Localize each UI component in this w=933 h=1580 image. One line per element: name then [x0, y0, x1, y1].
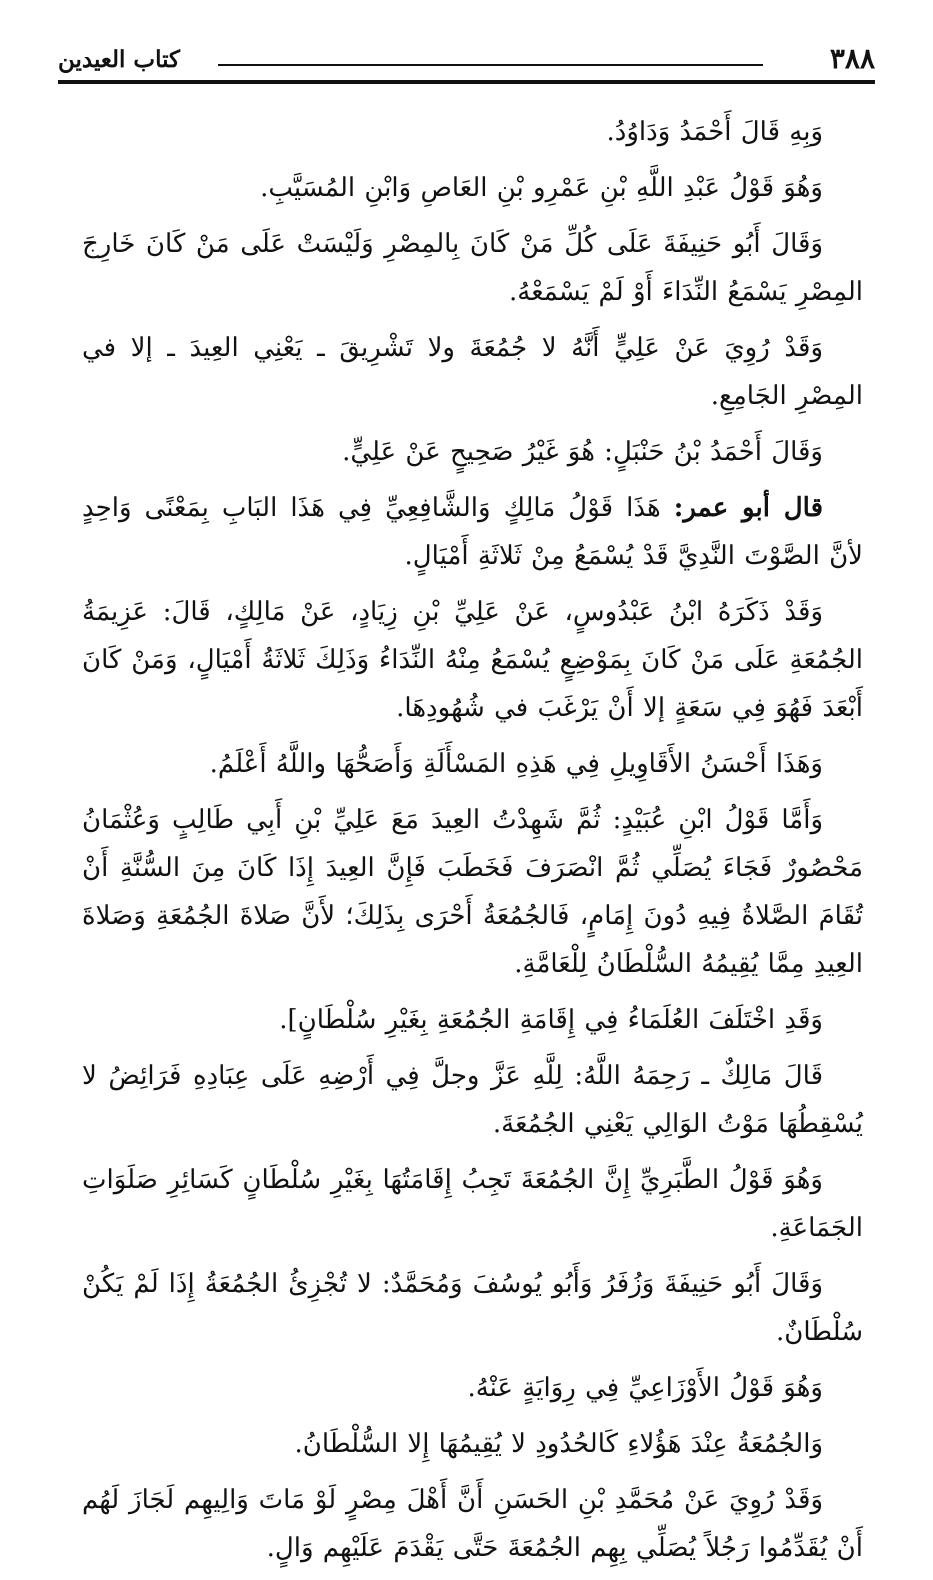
paragraph-16: وَقَدْ رُوِيَ عَنْ مُحَمَّدِ بْنِ الحَسَنِ أَنَّ أَهْلَ مِصْرٍ لَوْ مَاتَ وَالِيهِم لَجَازَ لَهُم أَنْ يُقَدِّمُوا رَجُلاً يُصَلِّي بِهِم الجُمُعَةَ حَتَّى يَقْدَمَ عَلَيْهِم وَالٍ. [82, 1485, 863, 1563]
paragraph-10: وَقَدِ اخْتَلَفَ العُلَمَاءُ فِي إِقَامَةِ الجُمُعَةِ بِغَيْرِ سُلْطَانٍ]. [279, 1005, 823, 1035]
paragraph-14: وَهُوَ قَوْلُ الأَوْزَاعِيِّ فِي رِوَايَةٍ عَنْهُ. [467, 1373, 823, 1403]
paragraph-2: وَهُوَ قَوْلُ عَبْدِ اللَّهِ بْنِ عَمْرِو بْنِ العَاصِ وَابْنِ المُسَيَّبِ. [260, 173, 823, 203]
page-number: ٣٨٨ [829, 42, 875, 75]
paragraph-4: وَقَدْ رُوِيَ عَنْ عَلِيٍّ أَنَّهُ لا جُمُعَةَ ولا تَشْرِيقَ ـ يَعْنِي العِيدَ ـ إلا في المِصْرِ الجَامِعِ. [82, 333, 863, 411]
paragraph-8: وَهَذَا أَحْسَنُ الأَقَاوِيلِ فِي هَذِهِ المَسْأَلَةِ وَأَصَحُّهَا واللَّهُ أَعْلَمُ. [209, 749, 823, 779]
paragraph-9: وَأَمَّا قَوْلُ ابْنِ عُبَيْدٍ: ثُمَّ شَهِدْتُ العِيدَ مَعَ عَلِيِّ بْنِ أَبِي طَالِبٍ وَعُثْمَانُ مَحْصُورٌ فَجَاءَ يُصَلِّي ثُمَّ انْصَرَفَ فَخَطَبَ فَإِنَّ العِيدَ إِذَا كَانَ مِنَ السُّنَّةِ أَنْ تُقَامَ الصَّلاةُ فِيهِ دُونَ إِمَامٍ، فَالجُمُعَةُ أَحْرَى بِذَلِكَ؛ لأَنَّ صَلاةَ الجُمُعَةِ وَصَلاةَ العِيدِ مِمَّا يُقِيمُهُ السُّلْطَانُ لِلْعَامَّةِ. [82, 805, 863, 979]
paragraph-15: وَالجُمُعَةُ عِنْدَ هَؤُلاءِ كَالحُدُودِ لا يُقِيمُهَا إِلا السُّلْطَانُ. [294, 1429, 823, 1459]
speaker-label: قال أبو عمر: [673, 493, 824, 523]
book-title: كتاب العيدين [58, 46, 180, 73]
paragraph-6: قال أبو عمر: هَذَا قَوْلُ مَالِكٍ وَالشَّافِعِيِّ فِي هَذَا البَابِ بِمَعْنًى وَاحِدٍ لأنَّ الصَّوْتَ النَّدِيَّ قَدْ يُسْمَعُ مِنْ ثَلاثَةِ أَمْيَالٍ. [82, 493, 863, 571]
running-header [58, 44, 875, 80]
paragraph-7: وَقَدْ ذَكَرَهُ ابْنُ عَبْدُوسٍ، عَنْ عَلِيِّ بْنِ زِيَادٍ، عَنْ مَالِكٍ، قَالَ: عَزِيمَةُ الجُمُعَةِ عَلَى مَنْ كَانَ بِمَوْضِعٍ يُسْمَعُ مِنْهُ النِّدَاءُ وَذَلِكَ ثَلاثَةُ أَمْيَالٍ، وَمَنْ كَانَ أَبْعَدَ فَهُوَ فِي سَعَةٍ إلا أَنْ يَرْغَبَ في شُهُودِهَا. [82, 597, 863, 723]
paragraph-12: وَهُوَ قَوْلُ الطَّبَرِيِّ إِنَّ الجُمُعَةَ تَجِبُ إِقَامَتُهَا بِغَيْرِ سُلْطَانٍ كَسَائِرِ صَلَوَاتِ الجَمَاعَةِ. [82, 1165, 863, 1243]
paragraph-11: قَالَ مَالِكٌ ـ رَحِمَهُ اللَّهُ: لِلَّهِ عَزَّ وجلَّ فِي أَرْضِهِ عَلَى عِبَادِهِ فَرَائِضُ لا يُسْقِطُهَا مَوْتُ الوَالِي يَعْنِي الجُمُعَةَ. [82, 1061, 863, 1139]
body-text [82, 108, 863, 1580]
header-rule [218, 64, 763, 66]
header-underline [58, 80, 875, 84]
paragraph-5: وَقَالَ أَحْمَدُ بْنُ حَنْبَلٍ: هُوَ غَيْرُ صَحِيحٍ عَنْ عَلِيٍّ. [342, 437, 823, 467]
paragraph-3: وَقَالَ أَبُو حَنِيفَةَ عَلَى كُلِّ مَنْ كَانَ بِالمِصْرِ وَلَيْسَتْ عَلَى مَنْ كَانَ خَارِجَ المِصْرِ يَسْمَعُ النِّدَاءَ أَوْ لَمْ يَسْمَعْهُ. [82, 229, 863, 307]
paragraph-1: وَبِهِ قَالَ أَحْمَدُ وَدَاوُدُ. [606, 117, 823, 147]
paragraph-13: وَقَالَ أَبُو حَنِيفَةَ وَزُفَرُ وَأَبُو يُوسُفَ وَمُحَمَّدٌ: لا تُجْزِئُ الجُمُعَةُ إِذَا لَمْ يَكُنْ سُلْطَانٌ. [82, 1269, 863, 1347]
